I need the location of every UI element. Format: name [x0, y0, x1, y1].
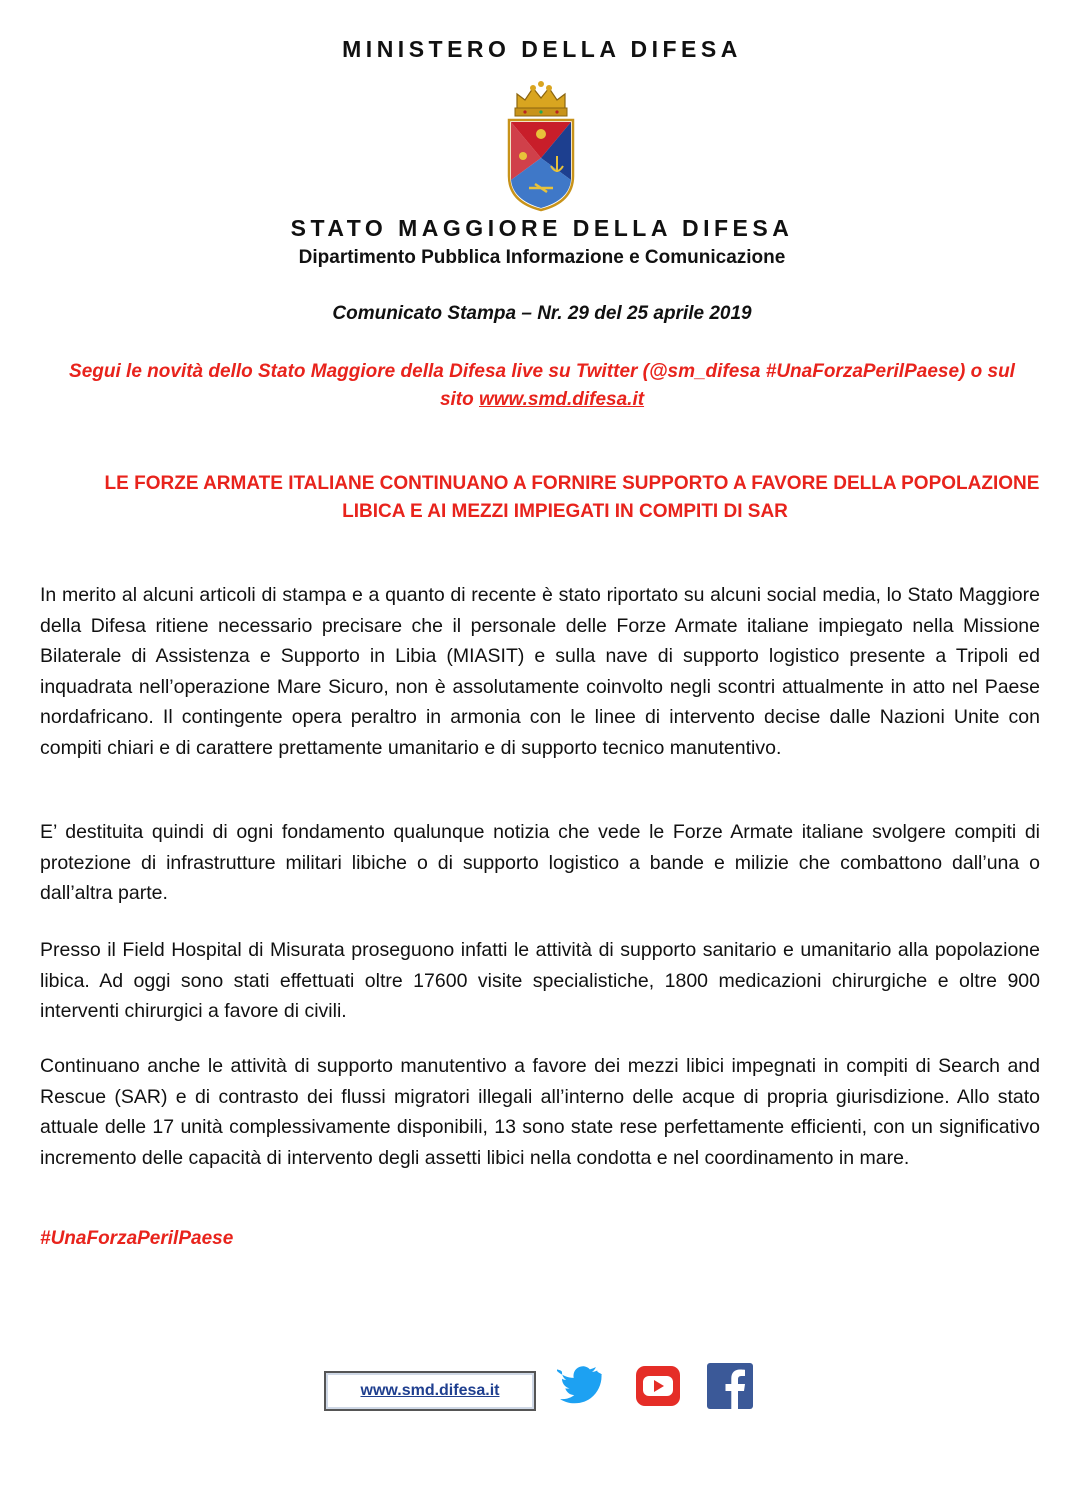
- footer-website-link[interactable]: www.smd.difesa.it: [324, 1371, 536, 1411]
- headline: [40, 470, 1044, 526]
- headline-line-1: LE FORZE ARMATE ITALIANE CONTINUANO A FORNIRE SUPPORTO A FAVORE DELLA POPOLAZIONE: [104, 473, 1040, 494]
- department-subtitle: Dipartimento Pubblica Informazione e Comunicazione: [298, 247, 786, 268]
- press-release-number: Comunicato Stampa – Nr. 29 del 25 aprile 2019: [332, 303, 752, 324]
- follow-notice-line-2: [40, 386, 1044, 414]
- coat-of-arms-logo: [505, 80, 577, 212]
- youtube-icon[interactable]: [635, 1363, 681, 1409]
- twitter-icon[interactable]: [557, 1363, 603, 1409]
- facebook-icon[interactable]: [707, 1363, 753, 1409]
- hashtag: #UnaForzaPerilPaese: [40, 1228, 234, 1249]
- body-paragraph: E’ destituita quindi di ogni fondamento qualunque notizia che vede le Forze Armate italiane svolgere compiti di protezione di infrastrutture militari libiche o di supporto logistico a bande e milizie che combattono dall’una o dall’altra parte.: [40, 821, 1040, 904]
- website-link[interactable]: www.smd.difesa.it: [479, 389, 645, 410]
- follow-notice: [40, 358, 1044, 414]
- staff-title: STATO MAGGIORE DELLA DIFESA: [290, 215, 794, 241]
- body-paragraph: Continuano anche le attività di supporto manutentivo a favore dei mezzi libici impegnati in compiti di Search and Rescue (SAR) e di contrasto dei flussi migratori illegali all’interno delle acque di propria giurisdizione. Allo stato attuale delle 17 unità complessivamente disponibili, 13 sono state rese perfettamente efficienti, con un significativo incremento delle capacità di intervento degli assetti libici nella condotta e nel coordinamento in mare.: [40, 1055, 1040, 1169]
- body-paragraph: In merito al alcuni articoli di stampa e a quanto di recente è stato riportato su alcuni social media, lo Stato Maggiore della Difesa ritiene necessario precisare che il personale delle Forze Armate italiane impiegato nella Missione Bilaterale di Assistenza e Supporto in Libia (MIASIT) e sulla nave di supporto logistico presente a Tripoli ed inquadrata nell’operazione Mare Sicuro, non è assolutamente coinvolto negli scontri attualmente in atto nel Paese nordafricano. Il contingente opera peraltro in armonia con le linee di intervento decise dalle Nazioni Unite con compiti chiari e di carattere prettamente umanitario e di supporto tecnico manutentivo.: [40, 584, 1040, 759]
- ministry-title: MINISTERO DELLA DIFESA: [342, 36, 742, 62]
- body-paragraph: Presso il Field Hospital di Misurata proseguono infatti le attività di supporto sanitario e umanitario alla popolazione libica. Ad oggi sono stati effettuati oltre 17600 visite specialistiche, 1800 medicazioni chirurgiche e oltre 900 interventi chirurgici a favore di civili.: [40, 939, 1040, 1022]
- follow-prefix: sito: [439, 389, 479, 410]
- headline-line-2: LIBICA E AI MEZZI IMPIEGATI IN COMPITI DI SAR: [342, 501, 788, 522]
- follow-notice-line: Segui le novità dello Stato Maggiore della Difesa live su Twitter (@sm_difesa #UnaForzaPerilPaese) o sul: [69, 361, 1015, 382]
